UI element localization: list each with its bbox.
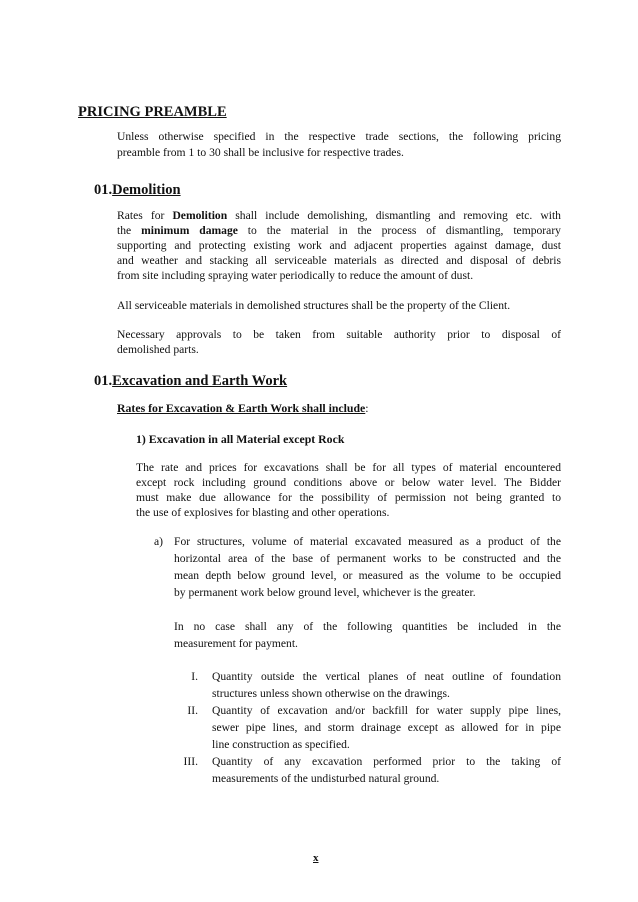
excavation-text-line: The rate and prices for excavations shall be for all types of material encountered bbox=[136, 461, 561, 474]
excavation-text-line: must make due allowance for the possibility of permission not being granted to bbox=[136, 491, 561, 504]
demolition-text-line: and weather and stacking all serviceable materials as directed and disposal of debris bbox=[117, 254, 561, 267]
excavation-text-line: the use of explosives for blasting and other operations. bbox=[136, 506, 390, 519]
demolition-text-line: demolished parts. bbox=[117, 343, 199, 356]
section-title: Excavation and Earth Work bbox=[112, 373, 288, 389]
demolition-text-line: from site including spraying water periodically to reduce the amount of dust. bbox=[117, 269, 474, 282]
demolition-text-line: the minimum damage to the material in the process of dismantling, temporary bbox=[117, 224, 561, 237]
list-text-line: For structures, volume of material excavated measured as a product of the bbox=[174, 535, 561, 548]
demolition-text-line: All serviceable materials in demolished structures shall be the property of the Client. bbox=[117, 299, 511, 312]
list-text-line: mean depth below ground level, or measured as the volume to be occupied bbox=[174, 569, 561, 582]
item-title: 1) Excavation in all Material except Rock bbox=[136, 432, 345, 446]
preamble-text-line: preamble from 1 to 30 shall be inclusive for respective trades. bbox=[117, 146, 404, 159]
section-number: 01. bbox=[94, 373, 113, 389]
roman-text-line: structures unless shown otherwise on the drawings. bbox=[212, 687, 450, 700]
excavation-text-line: except rock including ground conditions above or below water level. The Bidder bbox=[136, 476, 561, 489]
list-marker: a) bbox=[154, 535, 164, 548]
rates-label: Rates for Excavation & Earth Work shall include bbox=[117, 401, 366, 415]
demolition-text-line: Rates for Demolition shall include demolishing, dismantling and removing etc. with bbox=[117, 209, 561, 222]
page-title: PRICING PREAMBLE bbox=[78, 104, 227, 120]
roman-text-line: Quantity of any excavation performed prior to the taking of bbox=[212, 755, 561, 768]
roman-text-line: measurements of the undisturbed natural ground. bbox=[212, 772, 440, 785]
preamble-text-line: Unless otherwise specified in the respective trade sections, the following pricing bbox=[117, 130, 561, 143]
roman-text-line: Quantity of excavation and/or backfill for water supply pipe lines, bbox=[212, 704, 561, 717]
section-heading-demolition bbox=[94, 182, 181, 199]
emphasis-text: minimum damage bbox=[141, 224, 238, 237]
list-text-line: measurement for payment. bbox=[174, 637, 298, 650]
roman-marker: I. bbox=[191, 670, 198, 683]
roman-marker: II. bbox=[187, 704, 198, 717]
demolition-text-line: supporting and protecting existing work and adjacent properties against damage, dust bbox=[117, 239, 561, 252]
emphasis-text: Demolition bbox=[172, 209, 228, 222]
rates-label-line: Rates for Excavation & Earth Work shall include: bbox=[117, 401, 369, 415]
roman-text-line: sewer pipe lines, and storm drainage except as allowed for in pipe bbox=[212, 721, 561, 734]
section-title: Demolition bbox=[112, 182, 181, 198]
section-heading-excavation bbox=[94, 373, 287, 390]
list-text-line: by permanent work below ground level, whichever is the greater. bbox=[174, 586, 476, 599]
roman-text-line: line construction as specified. bbox=[212, 738, 350, 751]
roman-marker: III. bbox=[183, 755, 198, 768]
list-text-line: In no case shall any of the following quantities be included in the bbox=[174, 620, 561, 633]
list-text-line: horizontal area of the base of permanent works to be constructed and the bbox=[174, 552, 561, 565]
page-number: x bbox=[313, 852, 319, 864]
roman-text-line: Quantity outside the vertical planes of neat outline of foundation bbox=[212, 670, 561, 683]
section-number: 01. bbox=[94, 182, 113, 198]
demolition-text-line: Necessary approvals to be taken from suitable authority prior to disposal of bbox=[117, 328, 561, 341]
